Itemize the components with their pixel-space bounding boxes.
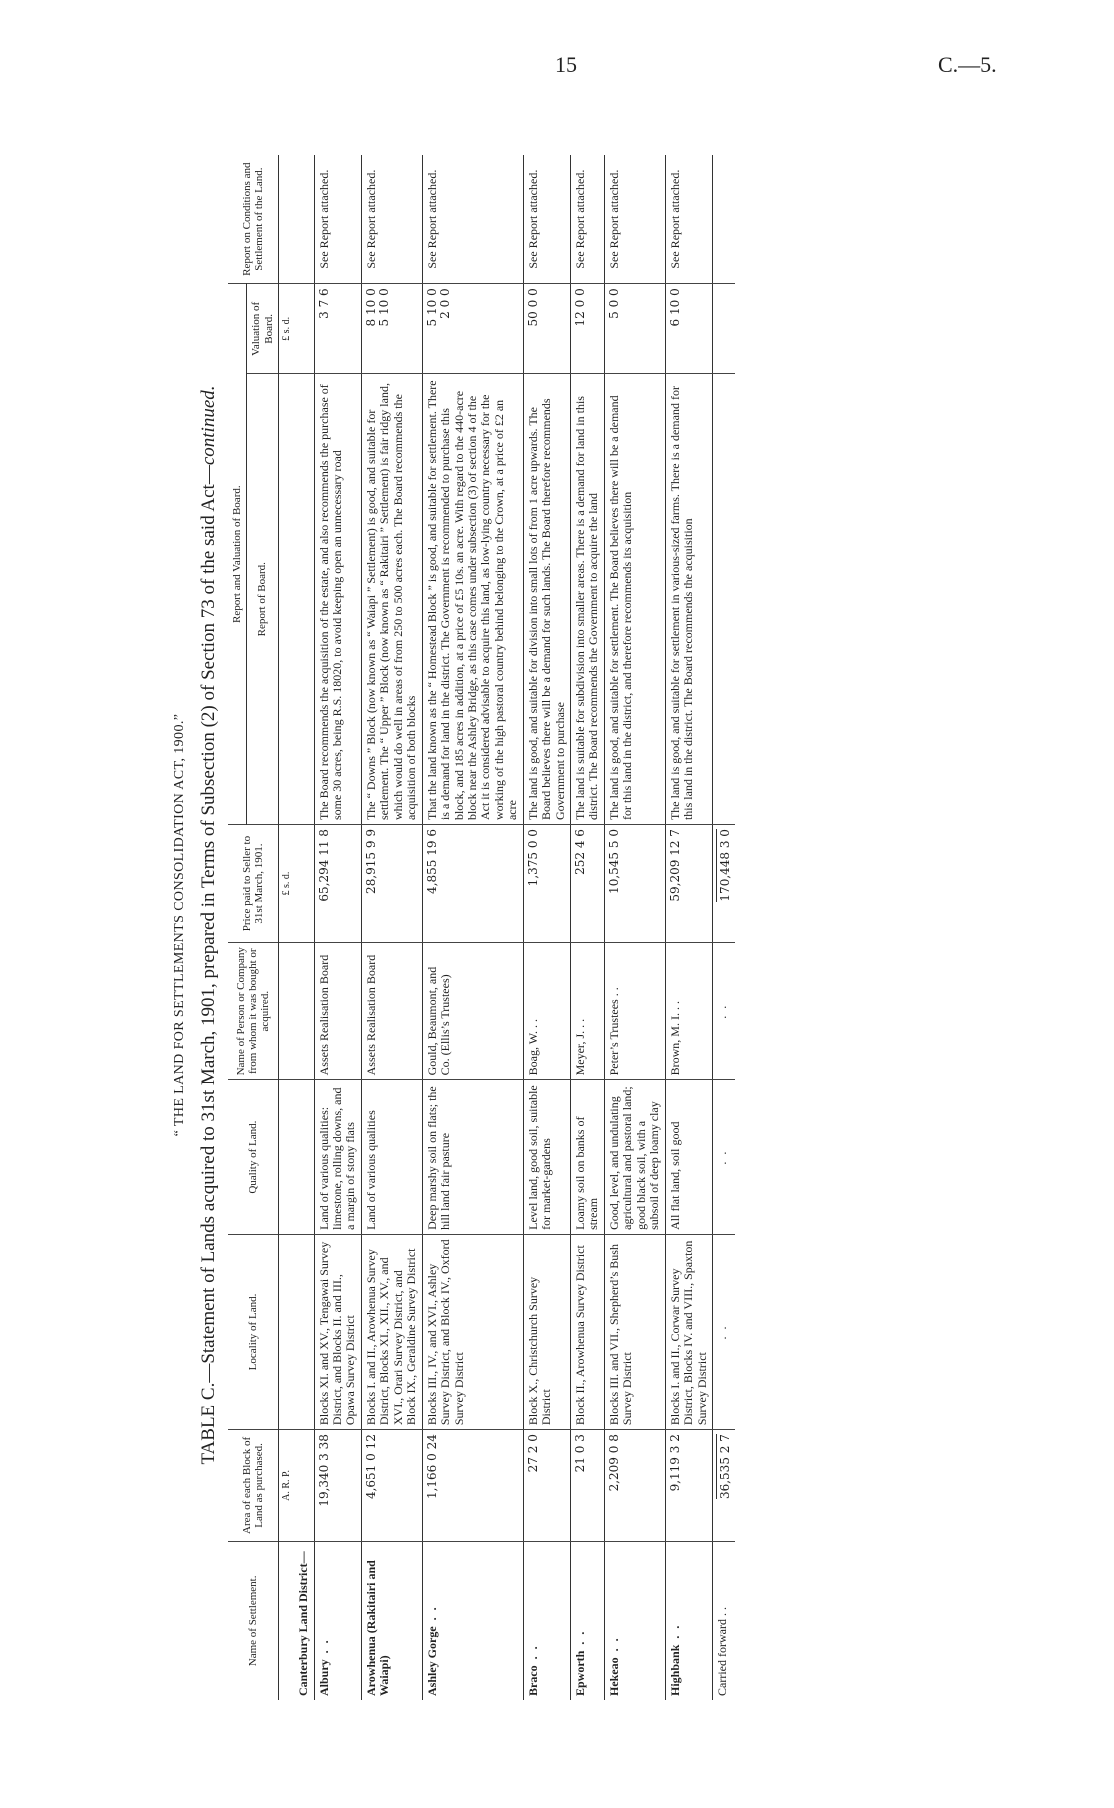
units-row [278, 155, 294, 1700]
board-valuation: 12 0 0 [571, 284, 605, 374]
settlement-area: 2,209 0 8 [604, 1430, 665, 1542]
total-area: 36,535 2 7 [717, 1434, 732, 1500]
settlement-name: Albury [316, 1659, 331, 1696]
table-title [198, 120, 220, 1730]
price-units: £ s. d. [278, 825, 294, 943]
settlement-seller: Peter’s Trustees . . [604, 943, 665, 1080]
board-report: The “ Downs ” Block (now known as “ Waiapi ” Settlement) is good, and suitable for settlement. The “ Upper ” Block (now known as “ Rakitairi ” Settlement) is fair ridgy land, which would do well in areas of from 250 to 500 acres each. The Board recommends the acquisition of both blocks [361, 374, 422, 825]
settlement-row [665, 155, 712, 1700]
settlement-conditions: See Report attached. [665, 155, 712, 284]
settlement-area: 21 0 3 [571, 1430, 605, 1542]
settlement-locality: Blocks III., IV., and XVI., Ashley Survey District, and Block IV., Oxford Survey District [422, 1234, 523, 1429]
district-label: Canterbury Land District— [296, 1551, 311, 1696]
settlement-price: 252 4 6 [571, 825, 605, 943]
settlement-seller: Boag, W. . . [523, 943, 570, 1080]
settlement-conditions: See Report attached. [571, 155, 605, 284]
settlement-quality: Loamy soil on banks of stream [571, 1080, 605, 1234]
settlement-name: Epworth [573, 1650, 587, 1696]
settlement-conditions: See Report attached. [523, 155, 570, 284]
col-conditions: Report on Conditions and Settlement of the Land. [228, 155, 278, 284]
settlement-row [314, 155, 361, 1700]
page-number: 15 [555, 52, 577, 77]
col-name: Name of Settlement. [228, 1541, 278, 1700]
table-title-continued: continued. [198, 385, 219, 466]
settlement-seller: Meyer, J. . . [571, 943, 605, 1080]
district-row [294, 155, 314, 1700]
document-code: C.—5. [938, 52, 997, 77]
settlement-area: 19,340 3 38 [314, 1430, 361, 1542]
settlement-row [361, 155, 422, 1700]
col-board-group: Report and Valuation of Board. [228, 284, 247, 825]
board-report: The Board recommends the acquisition of the estate, and also recommends the purchase of some 30 acres, being R.S. 18020, to avoid keeping open an unnecessary road [314, 374, 361, 825]
settlement-area: 4,651 0 12 [361, 1430, 422, 1542]
settlement-price: 65,294 11 8 [314, 825, 361, 943]
settlement-row [422, 155, 523, 1700]
board-valuation: 5 10 0 2 0 0 [422, 284, 523, 374]
settlement-seller: Brown, M. I. . . [665, 943, 712, 1080]
total-person: . . [712, 943, 735, 1080]
settlement-conditions: See Report attached. [361, 155, 422, 284]
col-quality: Quality of Land. [228, 1080, 278, 1234]
settlement-price: 59,209 12 7 [665, 825, 712, 943]
settlement-area: 9,119 3 2 [665, 1430, 712, 1542]
leader-dots: . . [606, 1636, 621, 1652]
settlement-quality: All flat land, soil good [665, 1080, 712, 1234]
valuation-units: £ s. d. [278, 284, 294, 374]
settlement-name: Ashley Gorge [424, 1626, 439, 1696]
settlement-area: 1,166 0 24 [422, 1430, 523, 1542]
col-locality: Locality of Land. [228, 1234, 278, 1429]
table-title-text: TABLE C.—Statement of Lands acquired to 31st March, 1901, prepared in Terms of Subsection (2) of Section 73 of the said Act— [198, 465, 219, 1465]
board-valuation: 6 10 0 [665, 284, 712, 374]
board-report: The land is good, and suitable for settlement. The Board believes there will be a demand for this land in the district, and therefore recommends its acquisition [604, 374, 665, 825]
board-valuation: 50 0 0 [523, 284, 570, 374]
settlement-conditions: See Report attached. [314, 155, 361, 284]
settlement-name: Hekeao [606, 1657, 621, 1696]
table-body [278, 155, 735, 1700]
settlements-table [228, 155, 735, 1700]
leader-dots: . . [667, 1623, 682, 1639]
settlement-locality: Block II., Arowhenua Survey District [571, 1234, 605, 1429]
act-title: “ THE LAND FOR SETTLEMENTS CONSOLIDATION ACT, 1900.” [172, 713, 187, 1137]
settlement-conditions: See Report attached. [422, 155, 523, 284]
col-valuation: Valuation of Board. [247, 284, 279, 374]
settlement-quality: Good, level, and undulating agricultural and pastoral land; good black soil, with a subsoil of deep loamy clay [604, 1080, 665, 1234]
total-locality: . . [712, 1234, 735, 1429]
col-person: Name of Person or Company from whom it was bought or acquired. [228, 943, 278, 1080]
settlement-row [604, 155, 665, 1700]
settlement-locality: Blocks I. and II., Corwar Survey District, Blocks IV. and VIII., Spaxton Survey District [665, 1234, 712, 1429]
col-price: Price paid to Seller to 31st March, 1901. [228, 825, 278, 943]
settlement-seller: Assets Realisation Board [314, 943, 361, 1080]
board-valuation: 8 10 0 5 10 0 [361, 284, 422, 374]
settlement-seller: Assets Realisation Board [361, 943, 422, 1080]
settlement-row [571, 155, 605, 1700]
carried-forward-row [712, 155, 735, 1700]
settlement-price: 28,915 9 9 [361, 825, 422, 943]
col-report: Report of Board. [247, 374, 279, 825]
settlement-locality: Blocks I. and II., Arowhenua Survey District, Blocks XI., XII., XV., and XVI., Orari Survey District, and Block IX., Geraldine Survey District [361, 1234, 422, 1429]
settlement-locality: Blocks XI. and XV., Tengawai Survey District, and Blocks II. and III., Opawa Survey District [314, 1234, 361, 1429]
total-quality: . . [712, 1080, 735, 1234]
rotated-page-content [120, 120, 1000, 1730]
board-valuation: 5 0 0 [604, 284, 665, 374]
leader-dots: . . [525, 1644, 540, 1660]
settlement-quality: Land of various qualities [361, 1080, 422, 1234]
settlement-seller: Gould, Beaumont, and Co. (Ellis’s Trustees) [422, 943, 523, 1080]
settlement-name: Highbank [667, 1644, 682, 1696]
settlement-name: Arowhenua (Rakitairi and Waiapi) [363, 1560, 392, 1696]
board-report: The land is good, and suitable for division into small lots of from 1 acre upwards. The Board believes there will be a demand for such lands. The Board therefore recommends Government to purchase [523, 374, 570, 825]
carried-forward-label: Carried forward . . [712, 1541, 735, 1700]
settlement-area: 27 2 0 [523, 1430, 570, 1542]
area-units: A. R. P. [278, 1430, 294, 1542]
board-report: The land is good, and suitable for settlement in various-sized farms. There is a demand for this land in the district. The Board recommends the acquisition [665, 374, 712, 825]
settlement-price: 10,545 5 0 [604, 825, 665, 943]
settlement-price: 4,855 19 6 [422, 825, 523, 943]
settlement-price: 1,375 0 0 [523, 825, 570, 943]
total-price: 170,448 3 0 [717, 829, 732, 902]
leader-dots: . . [316, 1638, 331, 1654]
board-report: The land is suitable for subdivision into smaller areas. There is a demand for land in this district. The Board recommends the Government to acquire the land [571, 374, 605, 825]
settlement-quality: Deep marshy soil on flats; the hill land fair pasture [422, 1080, 523, 1234]
settlement-conditions: See Report attached. [604, 155, 665, 284]
settlement-quality: Level land, good soil, suitable for market-gardens [523, 1080, 570, 1234]
settlement-locality: Blocks III. and VII., Shepherd’s Bush Survey District [604, 1234, 665, 1429]
leader-dots: . . [573, 1629, 587, 1645]
settlement-row [523, 155, 570, 1700]
board-valuation: 3 7 6 [314, 284, 361, 374]
settlement-locality: Block X., Christchurch Survey District [523, 1234, 570, 1429]
board-report: That the land known as the “ Homestead Block ” is good, and suitable for settlement. There is a demand for land in the district. The Government is recommended to purchase this block, and 185 acres in addition, at a price of £5 10s. an acre. With regard to the 440-acre block near the Ashley Bridge, as this case comes under subsection (3) of section 4 of the Act it is considered advisable to acquire this land, as low-lying country necessary for the working of the high pastoral country behind belonging to the Crown, at a price of £2 an acre [422, 374, 523, 825]
settlement-quality: Land of various qualities: limestone, rolling downs, and a margin of stony flats [314, 1080, 361, 1234]
leader-dots: . . [424, 1605, 439, 1621]
col-area: Area of each Block of Land as purchased. [228, 1430, 278, 1542]
settlement-name: Braco [525, 1665, 540, 1696]
